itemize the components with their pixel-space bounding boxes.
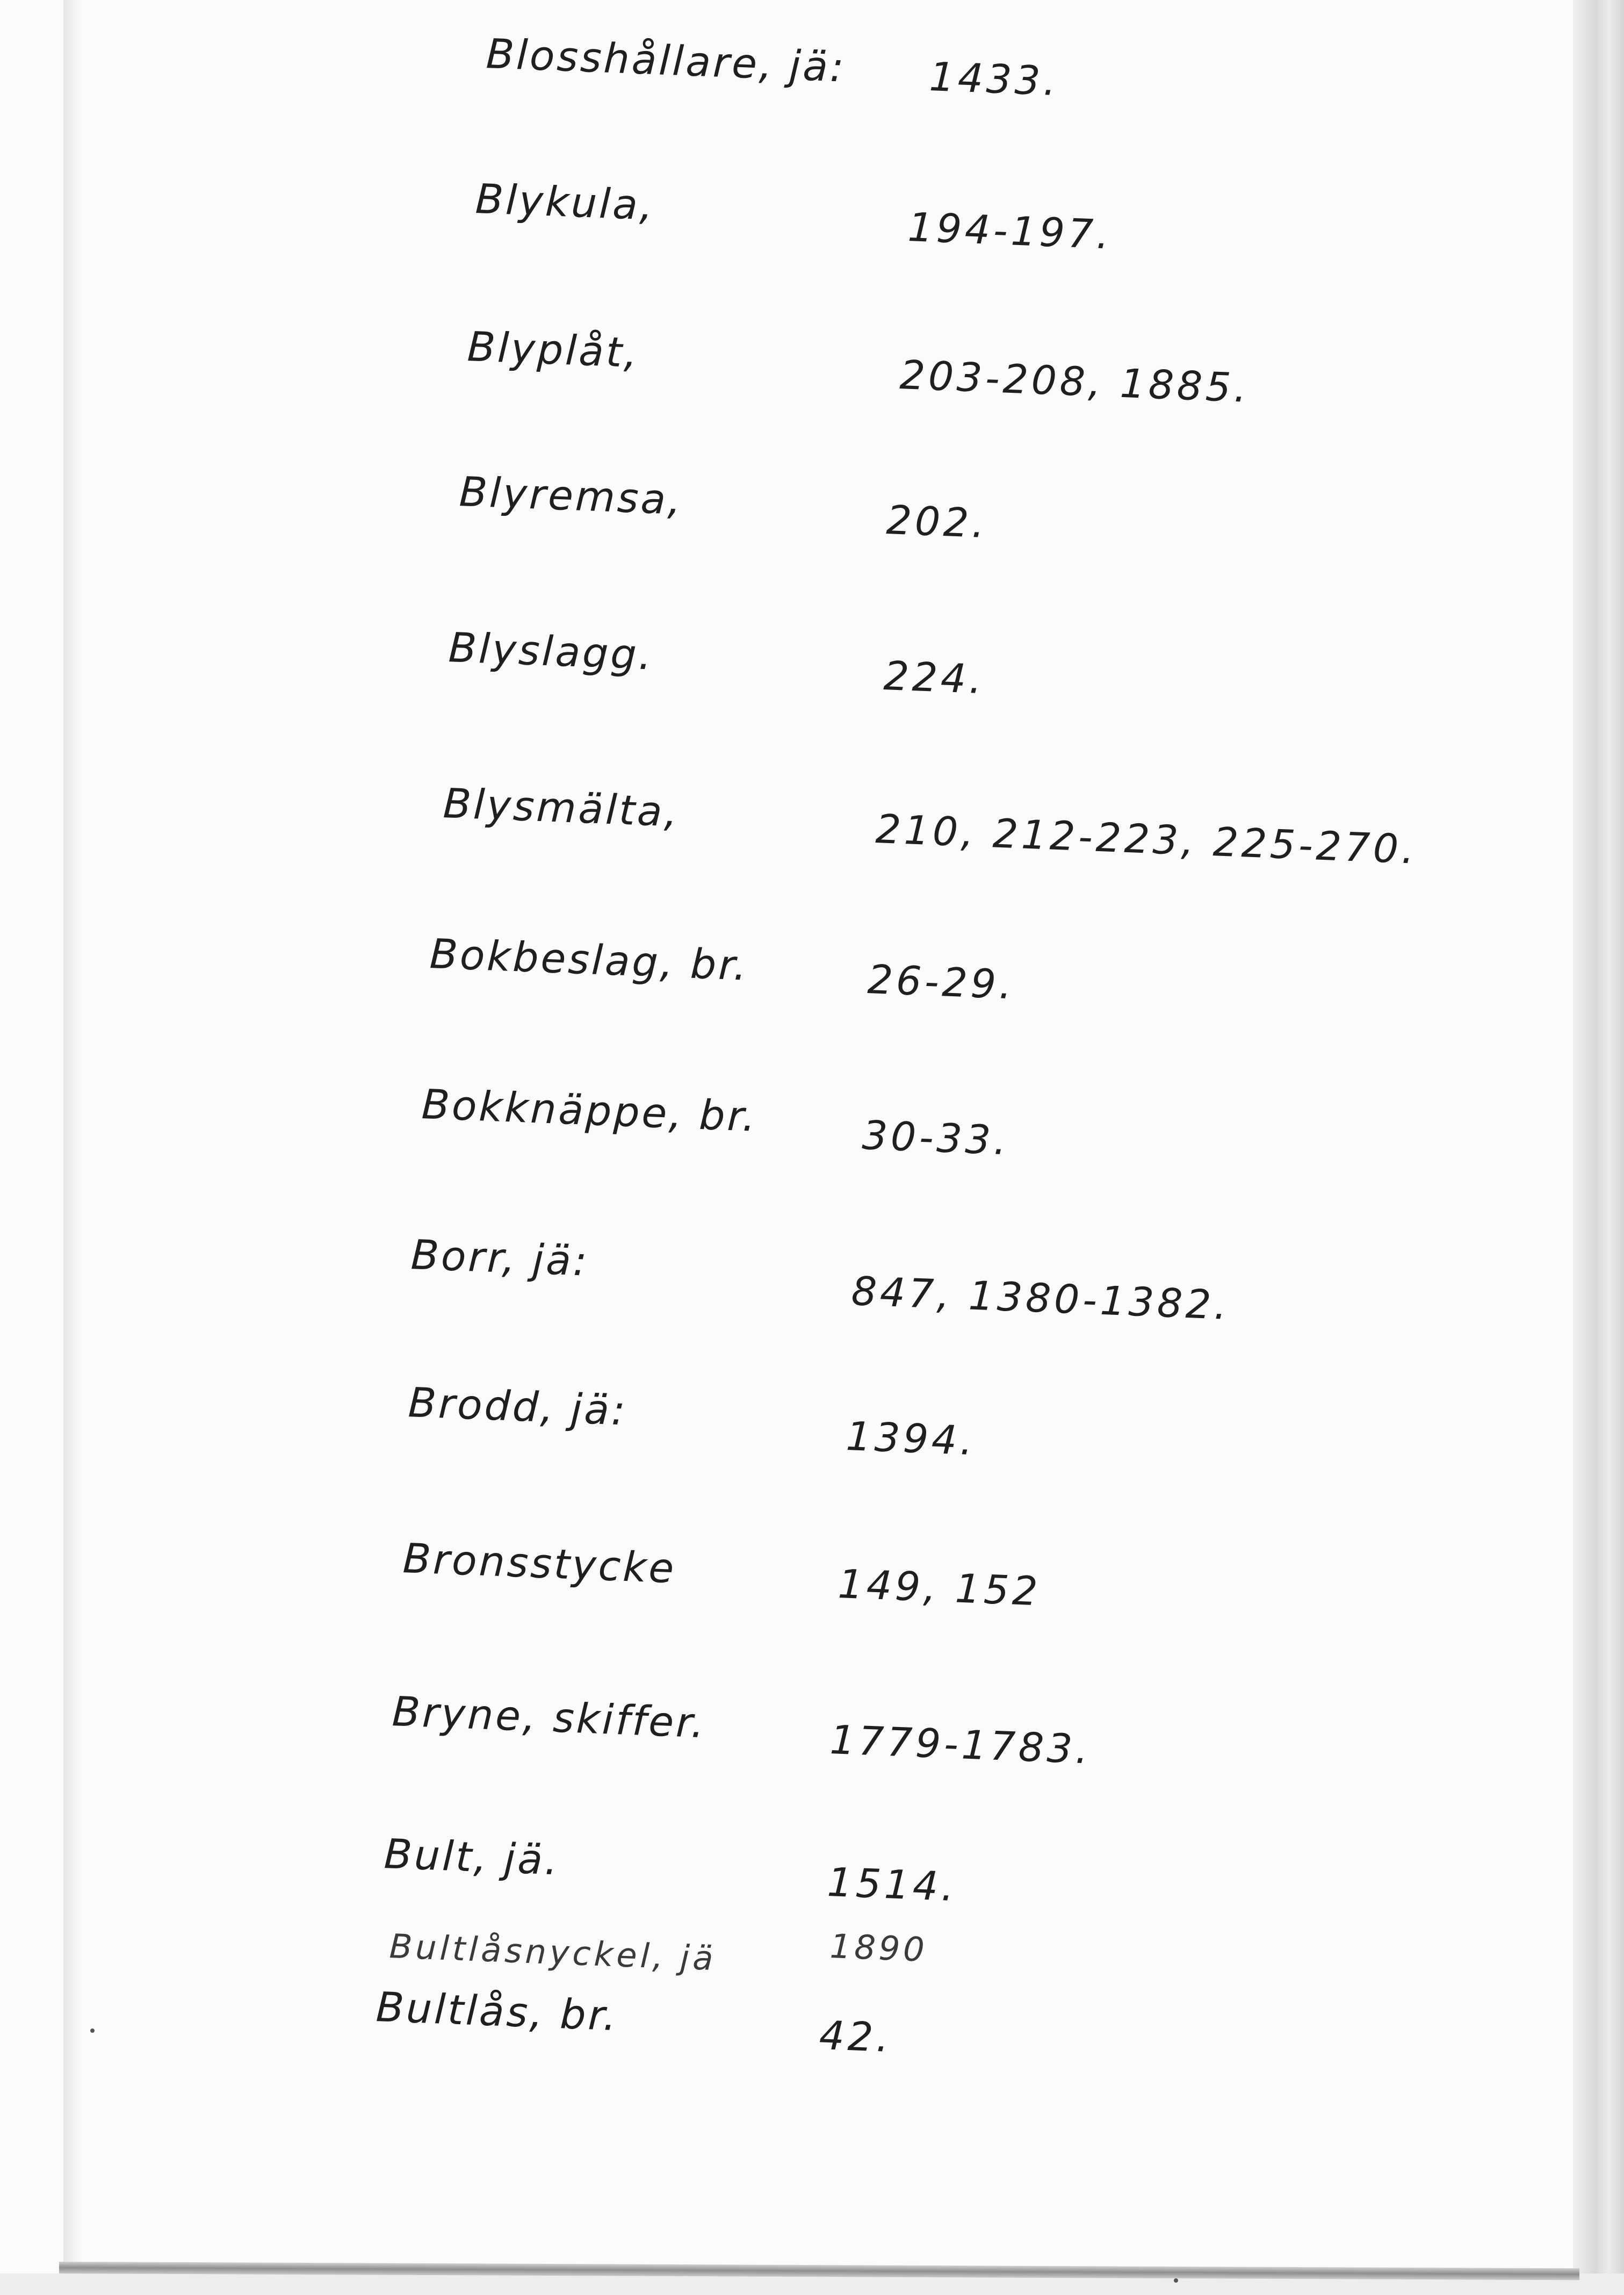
index-refs: 30-33.	[861, 1112, 1011, 1164]
page-left-shadow	[63, 0, 82, 2295]
index-refs: 1514.	[826, 1859, 958, 1911]
index-refs: 1779-1783.	[829, 1717, 1093, 1773]
index-refs: 149, 152	[837, 1561, 1042, 1615]
index-term: Blyplåt,	[466, 322, 640, 377]
page-right-edge	[1573, 0, 1624, 2295]
index-refs: 26-29.	[867, 956, 1016, 1009]
index-term: Blykula,	[474, 175, 656, 229]
index-term: Bult, jä.	[383, 1830, 561, 1884]
index-term: Bryne, skiffer.	[391, 1687, 708, 1747]
index-term: Blysmälta,	[442, 779, 681, 836]
index-refs: 1890	[829, 1926, 929, 1969]
index-refs: 210, 212-223, 225-270.	[875, 806, 1419, 873]
index-term: Borr, jä:	[410, 1231, 590, 1285]
index-refs: 1394.	[845, 1413, 977, 1465]
index-term: Bronsstycke	[402, 1534, 677, 1593]
index-refs: 42.	[818, 2012, 893, 2062]
index-refs: 194-197.	[907, 204, 1114, 258]
index-term: Bokknäppe, br.	[421, 1080, 759, 1141]
index-refs: 202.	[885, 497, 989, 548]
index-refs: 224.	[883, 653, 986, 703]
index-term: Blosshållare, jä:	[485, 30, 847, 91]
paper-speck	[90, 2028, 95, 2033]
index-term: Brodd, jä:	[407, 1378, 629, 1435]
index-term: Blyremsa,	[458, 467, 684, 524]
index-term: Bultlåsnyckel, jä	[388, 1926, 717, 1979]
index-refs: 203-208, 1885.	[899, 352, 1251, 412]
index-term: Bultlås, br.	[375, 1983, 619, 2040]
index-refs: 847, 1380-1382.	[850, 1268, 1231, 1329]
index-term: Bokbeslag, br.	[429, 930, 750, 990]
index-term: Blyslagg.	[447, 623, 655, 679]
index-refs: 1433.	[928, 54, 1060, 105]
paper-speck	[1174, 2278, 1178, 2283]
